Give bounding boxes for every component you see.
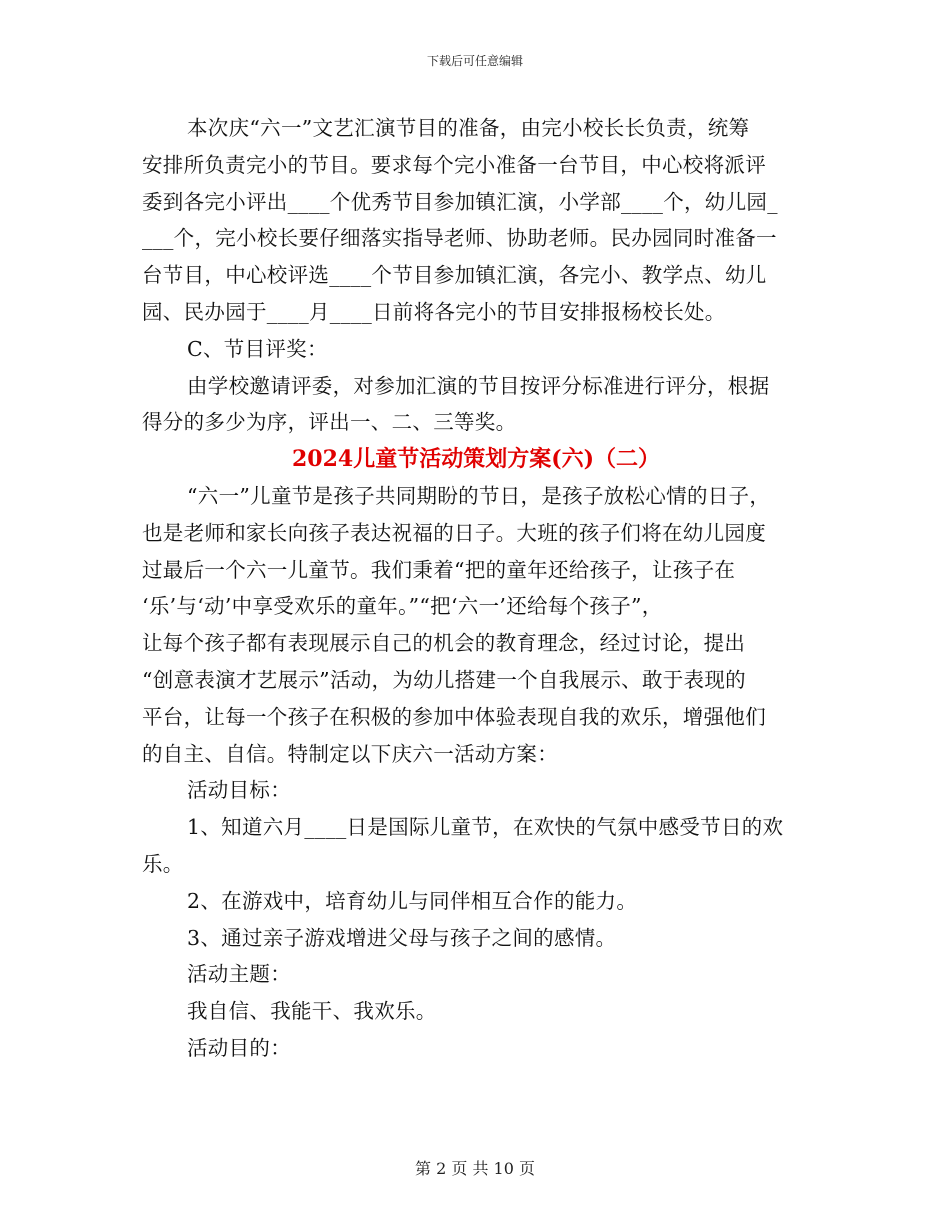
paragraph-line: 我自信、我能干、我欢乐。: [187, 999, 437, 1024]
paragraph-line: 委到各完小评出____个优秀节目参加镇汇演，小学部____个，幼儿园_: [142, 189, 778, 214]
page-header: 下载后可任意编辑: [426, 54, 523, 68]
paragraph-line: “创意表演才艺展示”活动，为幼儿搭建一个自我展示、敢于表现的: [142, 667, 746, 692]
paragraph-line: 让每个孩子都有表现展示自己的机会的教育理念，经过讨论，提出: [142, 631, 746, 656]
paragraph-line: 园、民办园于____月____日前将各完小的节目安排报杨校长处。: [142, 299, 726, 324]
document-title: 2024儿童节活动策划方案(六)（二）: [291, 446, 661, 473]
list-item-continuation: 乐。: [142, 851, 184, 876]
paragraph-line: 由学校邀请评委，对参加汇演的节目按评分标准进行评分，根据: [187, 373, 770, 398]
paragraph-line: 平台，让每一个孩子在积极的参加中体验表现自我的欢乐，增强他们: [142, 704, 766, 729]
section-heading: 活动目标：: [187, 778, 291, 803]
paragraph-line: 本次庆“六一”文艺汇演节目的准备，由完小校长长负责，统筹: [187, 116, 750, 140]
document-body: [142, 110, 810, 1067]
paragraph-line: 的自主、自信。特制定以下庆六一活动方案：: [142, 741, 558, 766]
paragraph-line: 得分的多少为序，评出一、二、三等奖。: [142, 410, 517, 435]
page-footer: 第 2 页 共 10 页: [415, 1159, 535, 1178]
section-heading: 活动主题：: [187, 962, 291, 987]
paragraph-line: ‘乐’与‘动’中享受欢乐的童年。”“把‘六一’还给每个孩子”，: [142, 594, 663, 619]
paragraph-line: 也是老师和家长向孩子表达祝福的日子。大班的孩子们将在幼儿园度: [142, 520, 766, 545]
section-heading: C、节目评奖：: [187, 336, 328, 361]
paragraph-line: ___个，完小校长要仔细落实指导老师、协助老师。民办园同时准备一: [142, 226, 777, 251]
paragraph-line: 安排所负责完小的节目。要求每个完小准备一台节目，中心校将派评: [142, 152, 766, 177]
section-heading: 活动目的：: [187, 1035, 291, 1060]
paragraph-line: 过最后一个六一儿童节。我们秉着“把的童年还给孩子，让孩子在: [142, 557, 736, 582]
list-item: 1、知道六月____日是国际儿童节，在欢快的气氛中感受节日的欢: [187, 815, 784, 840]
paragraph-line: “六一”儿童节是孩子共同期盼的节日，是孩子放松心情的日子，: [187, 483, 771, 508]
list-item: 2、在游戏中，培育幼儿与同伴相互合作的能力。: [187, 888, 638, 913]
list-item: 3、通过亲子游戏增进父母与孩子之间的感情。: [187, 925, 617, 950]
paragraph-line: 台节目，中心校评选____个节目参加镇汇演，各完小、教学点、幼儿: [142, 263, 767, 288]
